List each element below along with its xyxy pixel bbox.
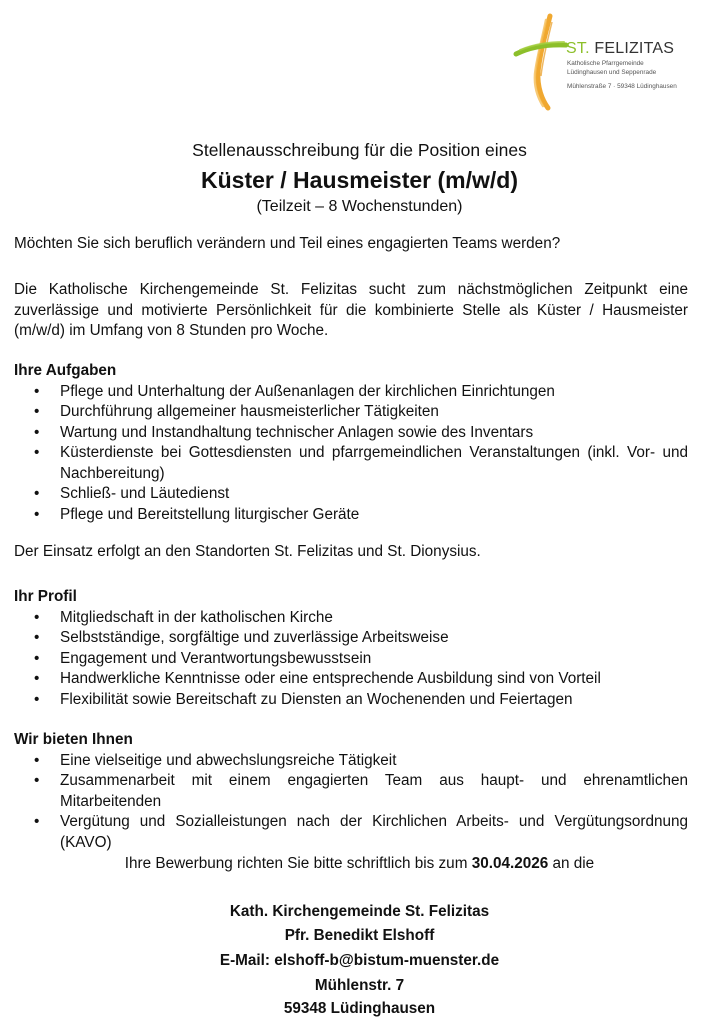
list-item: • Pflege und Unterhaltung der Außenanlagen der kirchlichen Einrichtungen — [14, 382, 688, 403]
list-item: • Mitgliedschaft in der katholischen Kirche — [14, 608, 688, 629]
application-instructions: Ihre Bewerbung richten Sie bitte schriftlich bis zum 30.04.2026 an die — [124, 855, 595, 872]
intro-heading: Stellenausschreibung für die Position eines — [192, 140, 527, 160]
contact-email[interactable]: E-Mail: elshoff-b@bistum-muenster.de — [219, 952, 500, 969]
logo-address: Mühlenstraße 7 · 59348 Lüdinghausen — [567, 83, 677, 90]
job-subtitle: (Teilzeit – 8 Wochenstunden) — [256, 198, 463, 215]
list-item: • Durchführung allgemeiner hausmeisterlicher Tätigkeiten — [14, 402, 688, 423]
job-description: Die Katholische Kirchengemeinde St. Felizitas sucht zum nächstmöglichen Zeitpunkt eine zuverlässige und motivierte Persönlichkeit für die kombinierte Stelle als Küster / Hausmeister (m/w/d) im Umfang von 8 Stunden pro Woche. — [14, 281, 688, 339]
contact-city: 59348 Lüdinghausen — [283, 1000, 436, 1017]
job-title: Küster / Hausmeister (m/w/d) — [201, 167, 518, 193]
task-list — [14, 382, 688, 526]
cross-logo-icon — [510, 12, 570, 112]
list-item: • Pflege und Bereitstellung liturgischer Geräte — [14, 505, 688, 526]
list-item: • Wartung und Instandhaltung technischer Anlagen sowie des Inventars — [14, 423, 688, 444]
location-note: Der Einsatz erfolgt an den Standorten St. Felizitas und St. Dionysius. — [14, 543, 481, 560]
section-heading: Ihr Profil — [14, 588, 77, 605]
contact-organization: Kath. Kirchengemeinde St. Felizitas — [229, 903, 490, 920]
contact-street: Mühlenstr. 7 — [314, 977, 405, 994]
application-deadline: 30.04.2026 — [471, 855, 549, 872]
section-heading: Wir bieten Ihnen — [14, 731, 133, 748]
section-heading: Ihre Aufgaben — [14, 362, 117, 379]
logo-brand-name: ST. FELIZITAS — [566, 40, 675, 57]
list-item: • Selbstständige, sorgfältige und zuverlässige Arbeitsweise — [14, 628, 688, 649]
list-item: • Vergütung und Sozialleistungen nach der Kirchlichen Arbeits- und Vergütungsordnung (KAVO) — [14, 812, 688, 853]
intro-question: Möchten Sie sich beruflich verändern und Teil eines engagierten Teams werden? — [14, 235, 561, 252]
list-item: • Zusammenarbeit mit einem engagierten Team aus haupt- und ehrenamtlichen Mitarbeitenden — [14, 771, 688, 812]
list-item: • Schließ- und Läutedienst — [14, 484, 688, 505]
list-item: • Küsterdienste bei Gottesdiensten und pfarrgemeindlichen Veranstaltungen (inkl. Vor- und Nachbereitung) — [14, 443, 688, 484]
list-item: • Engagement und Verantwortungsbewusstsein — [14, 649, 688, 670]
logo-line-1: Katholische Pfarrgemeinde — [567, 60, 644, 67]
parish-logo — [510, 12, 710, 112]
list-item: • Handwerkliche Kenntnisse oder eine entsprechende Ausbildung sind von Vorteil — [14, 669, 688, 690]
list-item: • Flexibilität sowie Bereitschaft zu Diensten an Wochenenden und Feiertagen — [14, 690, 688, 711]
contact-person: Pfr. Benedikt Elshoff — [284, 927, 435, 944]
offer-list — [14, 751, 688, 854]
profile-list — [14, 608, 688, 711]
section-offer — [14, 730, 688, 853]
section-tasks — [14, 361, 688, 525]
list-item: • Eine vielseitige und abwechslungsreiche Tätigkeit — [14, 751, 688, 772]
logo-line-2: Lüdinghausen und Seppenrade — [567, 69, 657, 76]
section-profile — [14, 587, 688, 710]
